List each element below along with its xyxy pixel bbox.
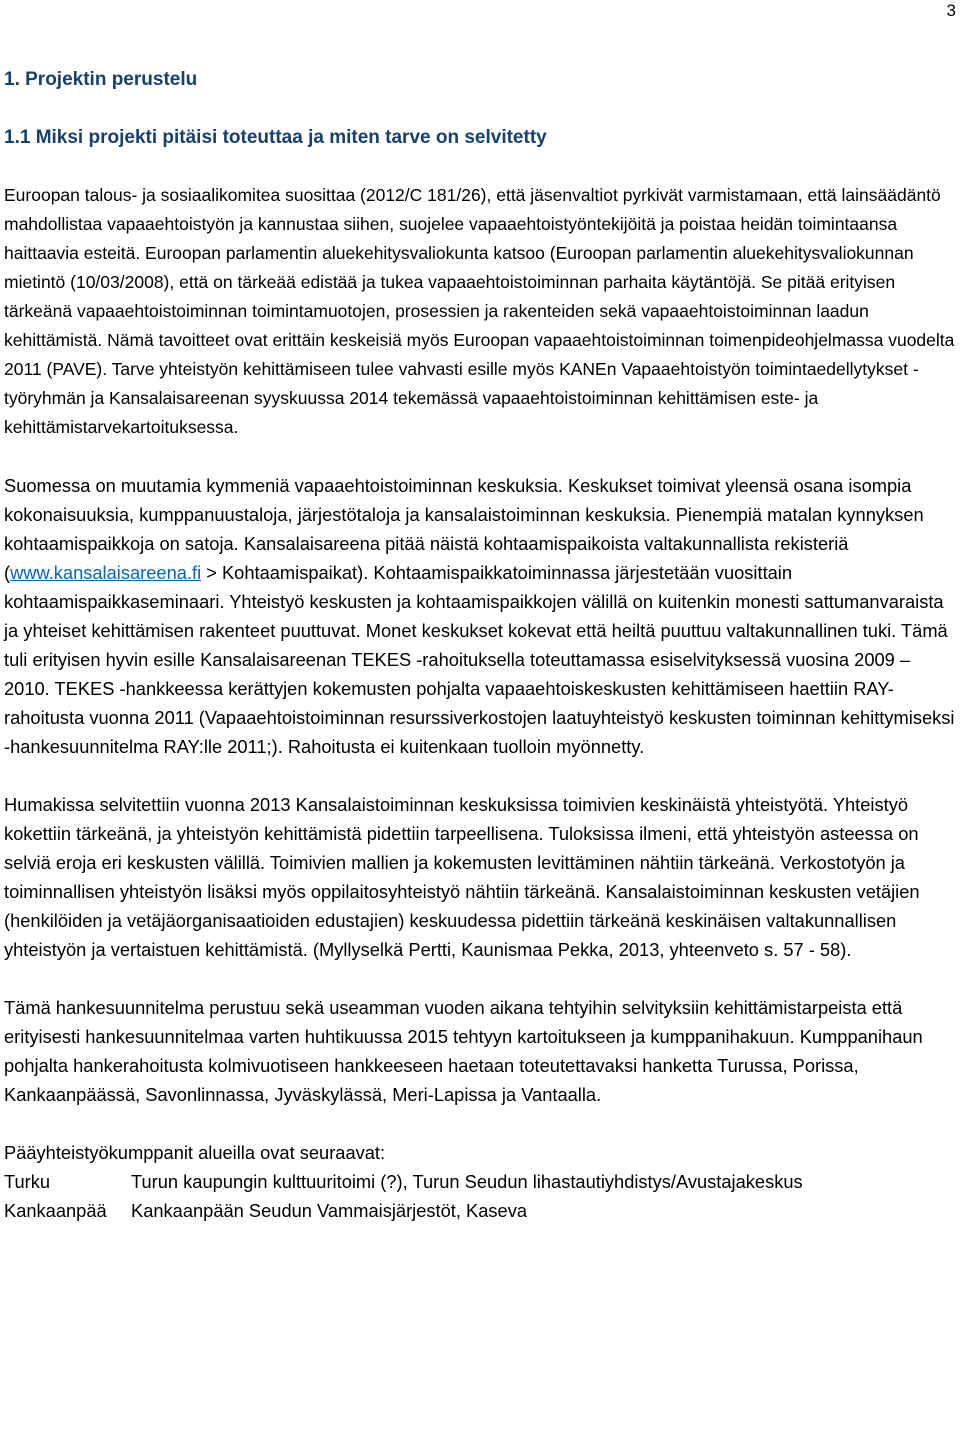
- partner-city: Kankaanpää: [4, 1200, 107, 1221]
- subsection-heading: 1.1 Miksi projekti pitäisi toteuttaa ja miten tarve on selvitetty: [4, 127, 547, 148]
- partners-intro: Pääyhteistyökumppanit alueilla ovat seuraavat:: [4, 1142, 386, 1163]
- page-number: 3: [946, 1, 956, 20]
- partner-organizations: Kankaanpään Seudun Vammaisjärjestöt, Kaseva: [131, 1200, 528, 1221]
- partners-table: [4, 1167, 803, 1225]
- partner-row: [4, 1167, 803, 1196]
- paragraph-humak-study: Humakissa selvitettiin vuonna 2013 Kansalaistoiminnan keskuksissa toimivien keskinäistä yhteistyötä. Yhteistyö kokettiin tärkeänä, ja yhteistyön kehittämistä pidettiin tarpeellisena. Tuloksissa ilmeni, että yhteistyön asteessa on selviä eroja eri keskusten välillä. Toimivien mallien ja kokemusten levittäminen nähtiin tärkeänä. Verkostotyön ja toiminnallisen yhteistyön lisäksi myös oppilaitosyhteistyö nähtiin tärkeänä. Kansalaistoiminnan keskusten vetäjien (henkilöiden ja vetäjäorganisaatioiden edustajien) keskuudessa pidettiin tärkeänä keskinäisen valtakunnallisen yhteistyön ja vertaistuen kehittämistä. (Myllyselkä Pertti, Kaunismaa Pekka, 2013, yhteenveto s. 57 - 58).: [4, 794, 920, 960]
- paragraph-text-after-link: > Kohtaamispaikat). Kohtaamispaikkatoiminnassa järjestetään vuosittain kohtaamispaikkaseminaari. Yhteistyö keskusten ja kohtaamispaikkojen välillä on kuitenkin monesti sattumanvaraista ja yhteiset kehittämisen rakenteet puuttuvat. Monet keskukset kokevat että heiltä puuttuu valtakunnallinen tuki. Tämä tuli erityisen hyvin esille Kansalaisareenan TEKES -rahoituksella toteuttamassa esiselvityksessä vuosina 2009 – 2010. TEKES -hankkeessa kerättyjen kokemusten pohjalta vapaaehtoiskeskusten kehittämiseen haettiin RAY-rahoitusta vuonna 2011 (Vapaaehtoistoiminnan resurssiverkostojen laatuyhteistyö keskusten toiminnan kehittymiseksi -hankesuunnitelma RAY:lle 2011;). Rahoitusta ei kuitenkaan tuolloin myönnetty.: [4, 562, 955, 757]
- paragraph-project-basis: Tämä hankesuunnitelma perustuu sekä useamman vuoden aikana tehtyihin selvityksiin kehittämistarpeista että erityisesti hankesuunnitelmaa varten huhtikuussa 2015 tehtyyn kartoitukseen ja kumppanihakuun. Kumppanihaun pohjalta hankerahoitusta kolmivuotiseen hankkeeseen haetaan toteutettavaksi hanketta Turussa, Porissa, Kankaanpäässä, Savonlinnassa, Jyväskylässä, Meri-Lapissa ja Vantaalla.: [4, 997, 923, 1105]
- document-body: [4, 65, 956, 1225]
- kansalaisareena-link[interactable]: www.kansalaisareena.fi: [10, 562, 202, 583]
- section-heading: 1. Projektin perustelu: [4, 69, 198, 90]
- paragraph-eu-recommendations: Euroopan talous- ja sosiaalikomitea suosittaa (2012/C 181/26), että jäsenvaltiot pyrkivät varmistamaan, että lainsäädäntö mahdollistaa vapaaehtoistyön ja kannustaa siihen, suojelee vapaaehtoistyöntekijöitä ja poistaa heidän toimintaansa haittaavia esteitä. Euroopan parlamentin aluekehitysvaliokunta katsoo (Euroopan parlamentin aluekehitysvaliokunnan mietintö (10/03/2008), että on tärkeää edistää ja tukea vapaaehtoistoiminnan parhaita käytäntöjä. Se pitää erityisen tärkeänä vapaaehtoistoiminnan toimintamuotojen, prosessien ja rakenteiden sekä vapaaehtoistoiminnan laadun kehittämistä. Nämä tavoitteet ovat erittäin keskeisiä myös Euroopan vapaaehtoistoiminnan toimenpideohjelmassa vuodelta 2011 (PAVE). Tarve yhteistyön kehittämiseen tulee vahvasti esille myös KANEn Vapaaehtoistyön toimintaedellytykset -työryhmän ja Kansalaisareenan syyskuussa 2014 tekemässä vapaaehtoistoiminnan kehittämisen este- ja kehittämistarvekartoituksessa.: [4, 185, 955, 437]
- partner-row: [4, 1196, 803, 1225]
- paragraph-text-before-link: Suomessa on muutamia kymmeniä vapaaehtoistoiminnan keskuksia. Keskukset toimivat yleensä osana isompia kokonaisuuksia, kumppanuustaloja, järjestötaloja ja kansalaistoiminnan keskuksia. Pienempiä matalan kynnyksen kohtaamispaikkoja on satoja. Kansalaisareena pitää näistä kohtaamispaikoista valtakunnallista rekisteriä (: [4, 475, 924, 583]
- partner-city: Turku: [4, 1171, 51, 1192]
- paragraph-volunteer-centres: [4, 471, 956, 761]
- partner-organizations: Turun kaupungin kulttuuritoimi (?), Turun Seudun lihastautiyhdistys/Avustajakeskus: [131, 1171, 803, 1192]
